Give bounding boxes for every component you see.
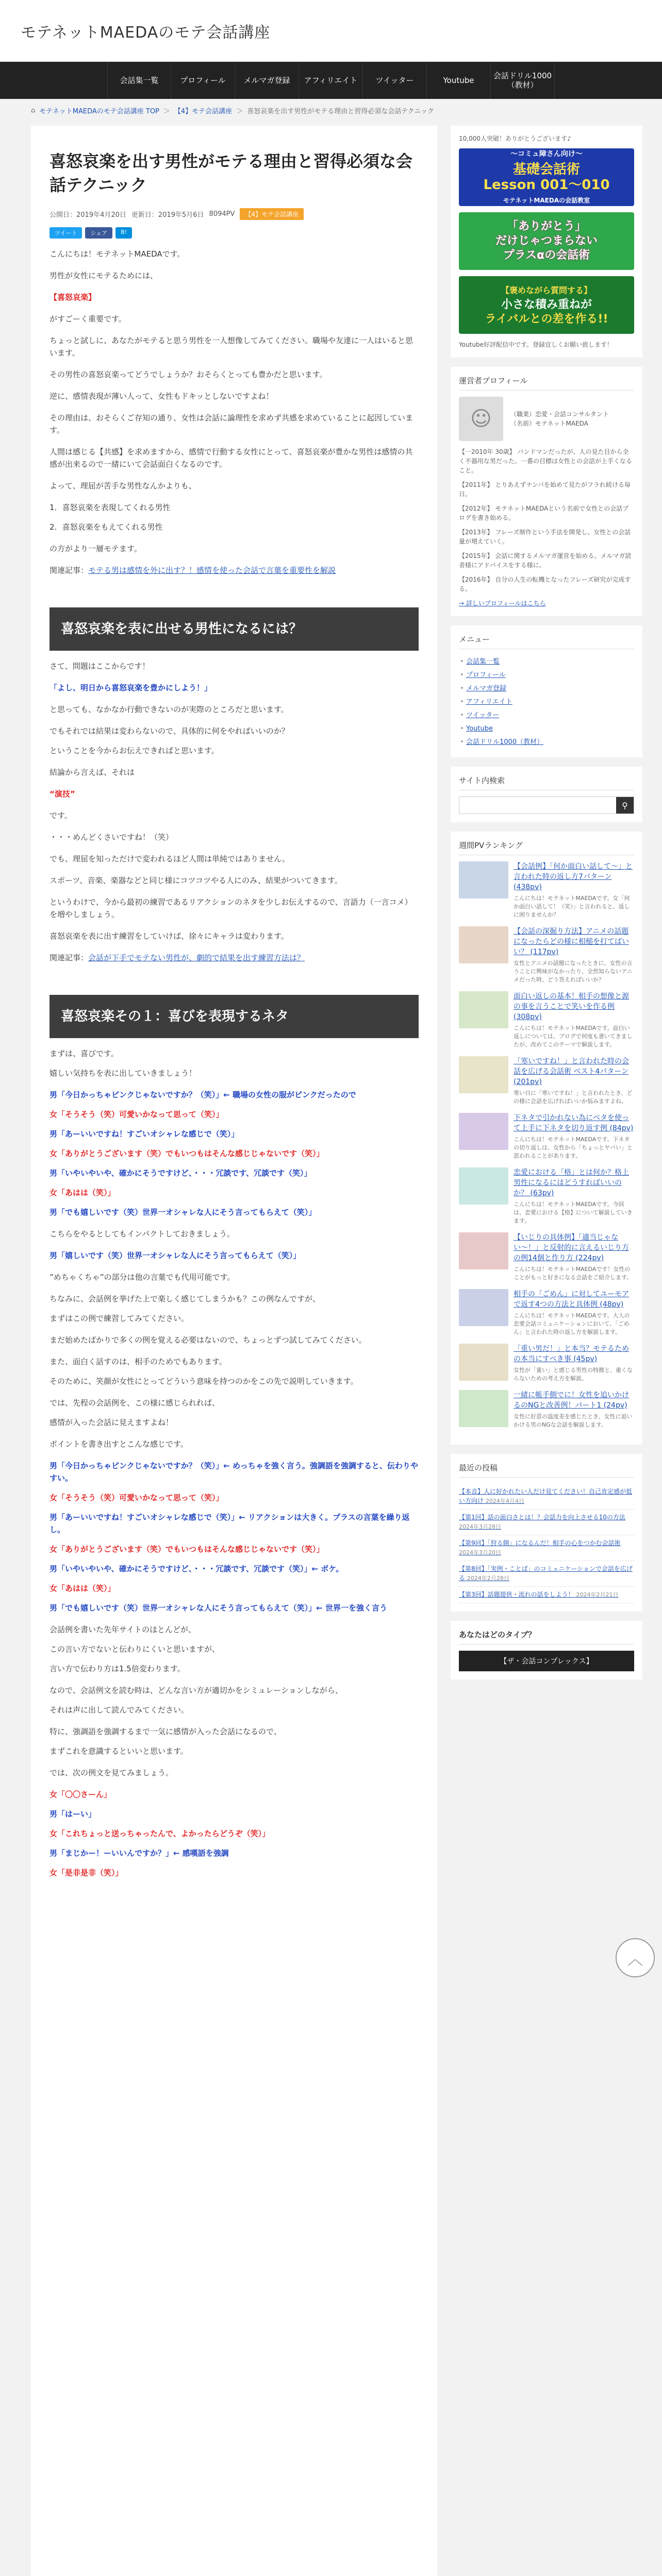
nav-item-twitter[interactable]: ツイッター (363, 62, 427, 99)
dialog-line: 女「あはは（笑）」 (49, 1584, 115, 1593)
ranking-item-desc: こんにちは！モテネットMAEDAです。面白い返しについては、ブログで何度も書いてきましたが、改めてこのテーマで解説します。 (514, 1025, 633, 1048)
type-banner[interactable]: 【ザ・会話コンプレックス】 (459, 1651, 634, 1671)
banner-box (451, 126, 642, 358)
dialog-line: 女「そうそう（笑）可愛いかなって思って（笑）」 (49, 1110, 224, 1119)
related-article (49, 564, 419, 577)
paragraph: 嬉しい気持ちを表に出していきましょう！ (49, 1069, 197, 1078)
paragraph: まずはこの例で練習してみてください。 (49, 1314, 189, 1323)
ranking-item[interactable] (459, 1113, 634, 1160)
nav-item-youtube[interactable]: Youtube (427, 62, 491, 99)
dialog-line: 女「そうそう（笑）可愛いかなって思って（笑）」 (49, 1493, 224, 1502)
paragraph: こんにちは！モテネットMAEDAです。 (49, 249, 185, 259)
sidebar (451, 126, 642, 2576)
article-title: 喜怒哀楽を出す男性がモテる理由と習得必須な会話テクニック (49, 151, 413, 195)
search-form (459, 796, 634, 814)
paragraph: ということを今からお伝えできればと思います。 (49, 746, 219, 755)
ranking-item[interactable] (459, 1167, 634, 1225)
banner-lesson[interactable] (459, 148, 634, 206)
paragraph: 逆に、感情表現が薄い人って、女性もドキッとしないですよね！ (49, 392, 274, 401)
banner-line: プラスαの会話術 (503, 249, 590, 262)
scroll-to-top-icon[interactable]: ︿ (616, 1938, 655, 1977)
banner-line: だけじゃつまらない (495, 234, 598, 247)
dialog-line: 女「是非是非（笑）」 (49, 1868, 123, 1877)
site-header (0, 0, 662, 62)
paragraph: でもそれでは結果は変わらないので、具体的に何をやればいいのか？ (49, 726, 289, 736)
paragraph: でも、理屈を知っただけで変われるほど人間は単純ではありません。 (49, 854, 290, 863)
search-input[interactable] (459, 797, 616, 814)
section-heading: 喜怒哀楽を表に出せる男性になるには？ (49, 607, 419, 651)
paragraph: よって、理屈が苦手な男性なんかよりも、 (49, 481, 196, 490)
ranking-item-desc: 女性に好意の温度差を感じたとき、女性に追いかける男のNGな会話を解説します。 (514, 1413, 633, 1428)
paragraph: と思っても、なかなか行動できないのが実際のところだと思います。 (49, 705, 289, 714)
banner-caption: 10,000人突破！ありがとうございます♪ (459, 135, 571, 142)
article (31, 126, 437, 2576)
paragraph: さて、問題はここからです！ (49, 662, 150, 671)
dialog-line: 男「でも嬉しいです（笑）世界一オシャレな人にそう言ってもらえて（笑）」 (49, 1208, 317, 1217)
banner-line: 基礎会話術 (512, 162, 580, 177)
menu-item-profile[interactable]: • プロフィール (459, 669, 634, 682)
paragraph: では、先程の会話例を、この様に感じられれば、 (49, 1398, 220, 1408)
updated-date: 更新日：2019年5月6日 (131, 211, 204, 219)
profile-text: 【2011年】 とりあえずナンパを始めて見たがフラれ続ける毎日。 (459, 481, 631, 498)
paragraph: ”めちゃくちゃ”の部分は他の言葉でも代用可能です。 (49, 1273, 235, 1282)
ranking-thumbnail[interactable] (459, 991, 508, 1028)
dialog-line: 男「いやいやいや、確かにそうですけど、・・・冗談です、冗談です（笑）」 (49, 1168, 312, 1178)
menu-item-affiliate[interactable]: • アフィリエイト (459, 696, 634, 709)
breadcrumb-current: 喜怒哀楽を出す男性がモテる理由と習得必須な会話テクニック (247, 107, 434, 115)
profile-text: 【一2010年 30歳】 バンドマンだったが、人の見た目から全く不器用な男だった。一番の目標は女性との会話が上手くなること。 (459, 448, 633, 474)
related-article (49, 952, 419, 964)
nav-item-conversations[interactable]: 会話集一覧 (107, 62, 171, 99)
paragraph: その理由は、おそらくご存知の通り、女性は会話に論理性を求めず共感を求めていることに起因しています。 (49, 413, 413, 435)
search-title: サイト内検索 (459, 775, 634, 790)
recent-title: 最近の投稿 (459, 1462, 634, 1478)
ranking-thumbnail[interactable] (459, 1232, 508, 1269)
ranking-item[interactable] (459, 926, 634, 984)
home-icon: ⌂ (31, 106, 36, 114)
profile-more-link[interactable]: → 詳しいプロフィールはこちら (459, 600, 546, 607)
ranking-item-title[interactable]: 【会話の深掘り方法】アニメの話題になったらどの様に相槌を打てばいい？ (117pv) (514, 927, 629, 956)
paragraph: では、次の例文を見てみましょう。 (49, 1768, 174, 1777)
ranking-item-title[interactable]: 相手の「ごめん」に対してユーモアで返す4つの方法と具体例 (48pv) (514, 1290, 629, 1309)
banner-line: モテネットMAEDAの会話教室 (503, 197, 590, 204)
paragraph: まずこれを意識するといいと思います。 (49, 1747, 188, 1756)
nav-item-profile[interactable]: プロフィール (171, 62, 235, 99)
dialog-line: 男「でも嬉しいです（笑）世界一オシャレな人にそう言ってもらえて（笑）」← 世界一を強く言う (49, 1603, 387, 1613)
paragraph: なので、会話例文を読む時は、どんな言い方が適切かをシミュレーションしながら、 (49, 1686, 343, 1695)
dialog-line: 男「まじかー！ーいいんですか？」← 感嘆語を強調 (49, 1849, 229, 1858)
nav-item-drill[interactable]: 会話ドリル1000（教材） (491, 62, 555, 99)
banner-line: 【褒めながら質問する】 (501, 285, 592, 295)
share-buttons (49, 227, 419, 239)
recent-post[interactable]: 【第8回】「実例・ことば」のコミュニケーションで会話を広げる 2024年2月28日 (459, 1561, 634, 1587)
ranking-box (451, 832, 642, 1445)
banner-line: 「ありがとう」 (506, 220, 586, 233)
menu-item-drill[interactable]: • 会話ドリル1000（教材） (459, 736, 634, 749)
paragraph-emphasis: “演技” (49, 789, 75, 799)
ranking-thumbnail[interactable] (459, 926, 508, 963)
paragraph: がすごーく重要です。 (49, 314, 126, 324)
ranking-item[interactable] (459, 1232, 634, 1282)
paragraph: この言い方でないと伝わりにくいと思いますが、 (49, 1645, 220, 1654)
profile-header (459, 397, 634, 441)
breadcrumb-sep: ＞ (236, 107, 243, 115)
paragraph: です。 (49, 811, 72, 820)
profile-text: 【2015年】 会話に関するメルマガ運営を始める。メルマガ読者様にアドバイスをする様に。 (459, 552, 632, 569)
related-label: 関連記事： (49, 953, 89, 962)
breadcrumb (0, 99, 662, 122)
hatena-bookmark-button[interactable]: B! (115, 227, 132, 239)
paragraph: その男性の喜怒哀楽ってどうでしょうか？おそらくとっても豊かだと思います。 (49, 370, 327, 379)
paragraph: というわけで、今から最初の練習であるリアクションのネタを少しお伝えするので、言語力（一言コメ）を増やしましょう。 (49, 897, 412, 919)
ranking-item[interactable] (459, 1289, 634, 1336)
banner-line: ライバルとの差を作る!! (485, 313, 608, 326)
paragraph: それは声に出して読んでみてください。 (49, 1705, 189, 1715)
paragraph: の方がより一層モテます。 (49, 544, 142, 553)
paragraph: まずは、喜びです。 (49, 1049, 119, 1058)
ranking-item-title[interactable]: 「重い男だ！」と本当？モテるための本当にすべき事 (45pv) (514, 1345, 629, 1363)
ranking-item-desc: 女性が「重い」と感じる男性の特徴と、重くならないための考え方を解説。 (514, 1367, 633, 1382)
paragraph: こちらをやるとしてもインパクトしておきましょう。 (49, 1229, 235, 1239)
dialog-line: 男「あーいいですね！すごいオシャレな感じで（笑）」← リアクションは大きく。プラスの言葉を繰り返し。 (49, 1513, 410, 1534)
recent-box (451, 1454, 642, 1612)
ranking-item-title[interactable]: 【いじりの具体例】「適当じゃない〜！」と反射的に言えるいじり方の例14個と作り方 (224pv) (514, 1233, 629, 1262)
paragraph: スポーツ、音楽、楽器などと同じ様にコツコツやる人にのみ、結果がついてきます。 (49, 876, 342, 885)
ranking-thumbnail[interactable] (459, 1113, 508, 1150)
profile-text: 【2016年】 自分の人生の転機となったフレーズ研究が完成する。 (459, 576, 631, 592)
dialog-line: 女「これちょっと送っちゃったんで、よかったらどうぞ（笑）」 (49, 1829, 270, 1838)
ranking-item[interactable] (459, 861, 634, 919)
profile-title: 運営者プロフィール (459, 375, 634, 391)
dialog-line: 男「いやいやいや、確かにそうですけど、・・・冗談です、冗談です（笑）」← ボケ。 (49, 1564, 344, 1573)
profile-name: （名前）モテネットMAEDA (510, 420, 588, 427)
tweet-button[interactable]: ツイート (49, 227, 82, 239)
ranking-title: 週間PVランキング (459, 840, 634, 855)
type-title: あなたはどのタイプ？ (459, 1629, 634, 1645)
ranking-item[interactable] (459, 991, 634, 1049)
paragraph: 人間は感じる【共感】を求めますから、感情で行動する女性にとって、喜怒哀楽が豊かな男性は感情の共感が出来るので一緒にいて会話面白くなるのです。 (49, 447, 413, 469)
recent-post[interactable]: 【第1回】話の面白さとは！？会話力を向上させる10の方法 2024年3月28日 (459, 1510, 634, 1535)
paragraph: 喜怒哀楽を表に出す練習をしていけば、徐々にキャラは変わります。 (49, 931, 289, 941)
paragraph: ちなみに、会話例を挙げた上で楽しく感じてしまうかも？この例なんですが、 (49, 1294, 321, 1303)
breadcrumb-sep: ＞ (163, 107, 170, 115)
article-meta (49, 208, 419, 220)
ranking-item-desc: こんにちは！モテネットMAEDAです。大人の恋愛会話コミュニケーションにおいて、「ごめん」と言われた時の返し方を解説します。 (514, 1312, 630, 1335)
search-icon[interactable]: ⚲ (616, 797, 634, 814)
ranking-item-title[interactable]: 恋愛における「格」とは何か？格上男性になるにはどうすればいいのか？ (63pv) (514, 1168, 629, 1197)
dialog-line: 男「あーいいですね！すごいオシャレな感じで（笑）」 (49, 1129, 239, 1139)
ranking-item[interactable] (459, 1056, 634, 1106)
profile-job: （職業）恋愛・会話コンサルタント (510, 411, 609, 418)
menu-item-mailmag[interactable]: • メルマガ登録 (459, 682, 634, 696)
menu-item-twitter[interactable]: • ツイッター (459, 709, 634, 722)
paragraph: また、面白く話すのは、相手のためでもあります。 (49, 1357, 227, 1366)
banner-praise[interactable] (459, 276, 634, 334)
recent-post[interactable]: 【第3回】話題提供・流れの話をしよう！ 2024年2月21日 (459, 1587, 634, 1603)
site-title[interactable]: モテネットMAEDAのモテ会話講座 (21, 23, 271, 42)
list-item: 1．喜怒哀楽を表現してくれる男性 (49, 503, 171, 512)
ranking-thumbnail[interactable] (459, 1167, 508, 1205)
profile-text: 【2013年】 フレーズ制作という手法を開発し、女性との会話量が増えていく。 (459, 529, 631, 545)
paragraph: 感情が入った会話に見えますよね！ (49, 1418, 174, 1427)
paragraph: 特に、強調語を強調するまで一気に感情が入った会話になるので、 (49, 1727, 282, 1736)
paragraph: ・・・めんどくさいですね！（笑） (49, 833, 174, 842)
ranking-item-desc: こんにちは！モテネットMAEDAです。今回は、恋愛における【格】について解説していきます。 (514, 1201, 633, 1224)
nav-item-affiliate[interactable]: アフィリエイト (299, 62, 363, 99)
breadcrumb-home[interactable]: モテネットMAEDAのモテ会話講座 TOP (39, 107, 159, 115)
dialog-line: 男「今日かっちゃピンクじゃないですか？（笑）」← めっちゃを強く言う。強調語を強調すると、伝わりやすい。 (49, 1461, 418, 1483)
banner-thanks[interactable] (459, 212, 634, 270)
avatar: ☺ (459, 397, 503, 441)
ranking-item[interactable] (459, 1390, 634, 1429)
ranking-thumbnail[interactable] (459, 861, 508, 899)
paragraph: 言い方で伝わり方は1.5倍変わります。 (49, 1664, 185, 1673)
facebook-share-button[interactable]: シェア (85, 227, 112, 239)
dialog-line: 女「ありがとうございます（笑）でもいつもはそんな感じじゃないです（笑）」 (49, 1545, 324, 1554)
ranking-item[interactable] (459, 1344, 634, 1383)
ranking-thumbnail[interactable] (459, 1390, 508, 1427)
related-article-link[interactable]: モテる男は感情を外に出す？！感情を使った会話で言葉を重要性を解説 (88, 566, 336, 575)
related-article-link[interactable]: 会話が下手でモテない男性が、劇的で結果を出す練習方法は？ (88, 953, 305, 962)
related-label: 関連記事： (49, 566, 89, 575)
pv-count: 8094PV (209, 210, 235, 218)
menu-title: メニュー (459, 634, 634, 649)
nav-item-mailmag[interactable]: メルマガ登録 (235, 62, 299, 99)
ranking-item-title[interactable]: 「寒いですね！」と言われた時の会話を広げる会話術 ベスト4パターン (201pv) (514, 1057, 629, 1086)
type-box (451, 1621, 642, 1680)
paragraph: ポイントを書き出すとこんな感じです。 (49, 1439, 188, 1449)
banner-line: ～コミュ障さん向け～ (510, 150, 583, 158)
global-nav (0, 62, 662, 99)
youtube-caption: Youtube好評配信中です。登録宜しくお願い致します！ (459, 341, 614, 348)
recent-post[interactable]: 【本音】人に好かれたい人だけ見てください！自己肯定感が低い方向け 2024年4月4日 (459, 1484, 634, 1510)
ranking-thumbnail[interactable] (459, 1289, 508, 1326)
ranking-item-desc: 女性とアニメの話題になったときに、女性の言うことに興味がなかったり、全然知らないアニメだった時、どう答えればいいか？ (514, 960, 633, 983)
dialog-line: 男「嬉しいです（笑）世界一オシャレな人にそう言ってもらえて（笑）」 (49, 1251, 301, 1260)
dialog-line: 女「ありがとうございます（笑）でもいつもはそんな感じじゃないです（笑）」 (49, 1149, 324, 1158)
section-heading: 喜怒哀楽その１：喜びを表現するネタ (49, 995, 419, 1038)
ranking-item-desc: 寒い日に「寒いですね！」と言われたとき、どの様に会話を広げればいいか悩みますよね。 (514, 1090, 633, 1105)
published-date: 公開日：2019年4月20日 (49, 211, 126, 219)
ranking-thumbnail[interactable] (459, 1344, 508, 1381)
list-item: 2．喜怒哀楽をもえてくれる男性 (49, 522, 163, 532)
banner-line: Lesson 001～010 (483, 177, 610, 193)
dialog-line: 女「〇〇さーん」 (49, 1790, 112, 1799)
dialog-line: 女「あはは（笑）」 (49, 1188, 115, 1197)
paragraph: 会話例を書いた先年サイトのほとんどが、 (49, 1625, 196, 1634)
menu-box (451, 625, 642, 757)
ranking-item-title[interactable]: 面白い返しの基本！相手の想像と源の事を言うことで笑いを作る例 (308pv) (514, 992, 629, 1021)
paragraph: 結論から言えば、それは (49, 768, 135, 777)
dialog-line: 男「今日かっちゃピンクじゃないですか？（笑）」← 職場の女性の服がピンクだったので (49, 1090, 356, 1099)
menu-item-youtube[interactable]: • Youtube (459, 722, 634, 736)
banner-line: 小さな積み重ねが (501, 298, 592, 311)
paragraph-emphasis: 「よし、明日から喜怒哀楽を豊かにしよう！」 (49, 683, 212, 692)
search-box (451, 767, 642, 822)
paragraph: まだ始めたばかりで多くの例を覚える必要はないので、ちょっとずつ試してみてください。 (49, 1335, 367, 1345)
ranking-item-title[interactable]: 【会話例】「何か面白い話して〜」と言われた時の返し方7パターン (438pv) (514, 862, 633, 891)
ranking-item-desc: こんにちは！モテネットMAEDAです！女性のことがもっと好きになる会話をご紹介します。 (514, 1266, 633, 1281)
profile-text: 【2012年】 モテネットMAEDAという名前で女性との会話ブログを書き始める。 (459, 505, 629, 521)
ranking-item-desc: こんにちは！モテネットMAEDAです。女「何か面白い話して！（笑）」と言われると、返しに困りませんか？ (514, 895, 630, 918)
breadcrumb-category[interactable]: 【4】モテ会話講座 (174, 107, 233, 115)
paragraph-emphasis: 【喜怒哀楽】 (49, 293, 96, 302)
ranking-item-desc: こんにちは！モテネットMAEDAです。下ネタの切り返しは、女性から「ちょっとヤバい」と思われることがあります。 (514, 1136, 633, 1159)
ranking-item-title[interactable]: 一緒に帳手側でに！女性を追いかけるのNGと改善例！パート1 (24pv) (514, 1391, 629, 1410)
paragraph: 男性が女性にモテるためには、 (49, 271, 158, 280)
menu-item-conversations[interactable]: • 会話集一覧 (459, 655, 634, 669)
category-badge[interactable]: 【4】モテ会話講座 (240, 208, 304, 220)
ranking-thumbnail[interactable] (459, 1056, 508, 1093)
paragraph: ちょっと試しに、あなたがモテると思う男性を一人想像してみてください。職場や友達に一人はいると思います。 (49, 336, 413, 358)
ranking-item-title[interactable]: 下ネタで引かれない為にベタを使って上手に下ネタを切り返す例 (84pv) (514, 1114, 634, 1132)
profile-box (451, 367, 642, 616)
paragraph: そのために、笑顔が女性にとってどういう意味を持つのかをこの先で説明していきます。 (49, 1377, 358, 1386)
recent-post[interactable]: 【第9回】「狩る側」になるんだ！相手の心をつかむ会話術 2024年3月20日 (459, 1535, 634, 1561)
dialog-line: 男「はーい」 (49, 1809, 96, 1819)
